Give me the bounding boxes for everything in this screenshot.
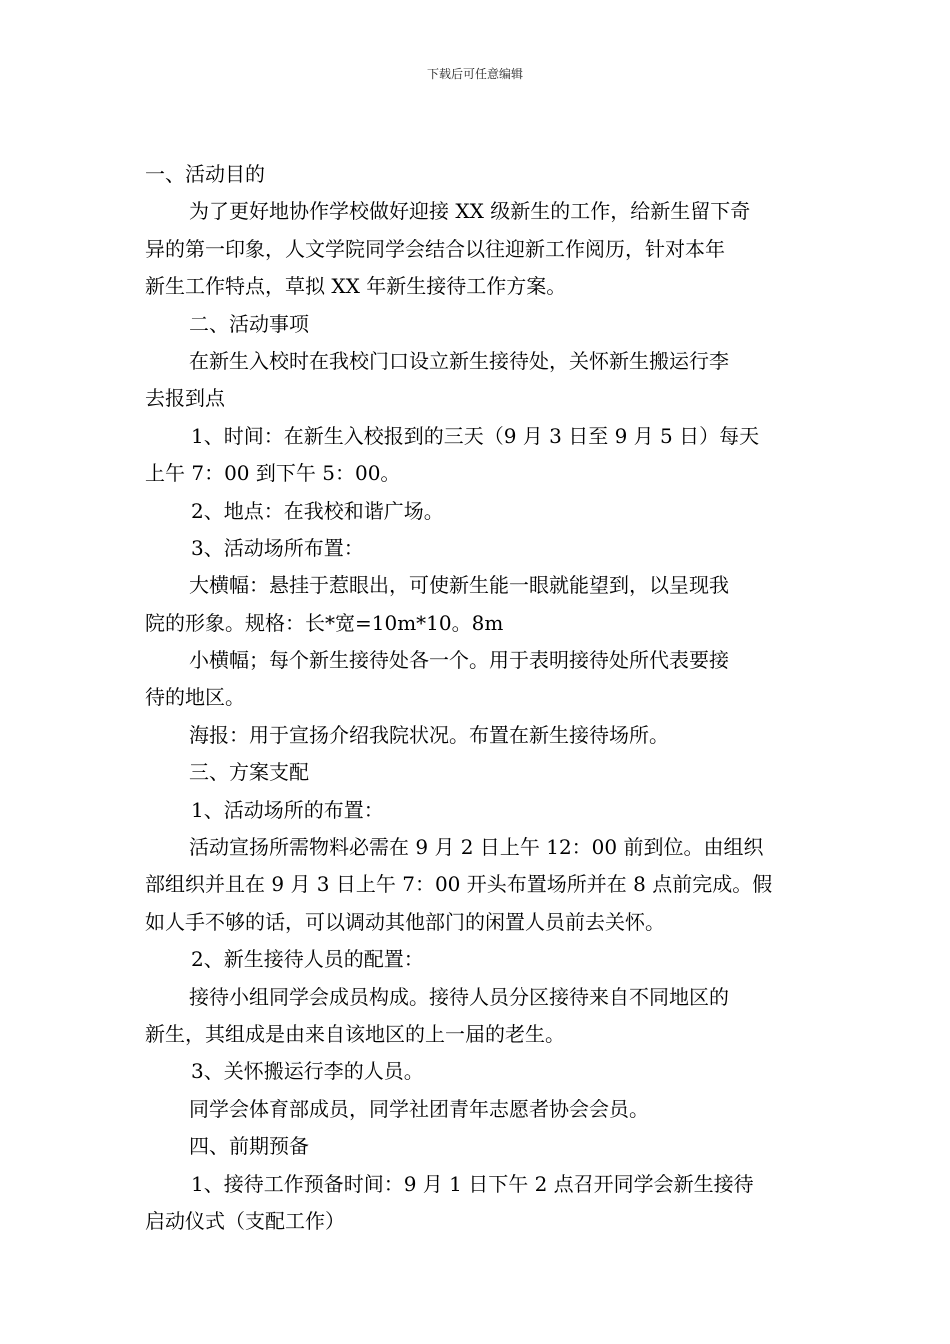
list-item-line: 3、活动场所布置： — [191, 535, 364, 560]
paragraph-line: 待的地区。 — [145, 685, 245, 710]
section-heading: 一、活动目的 — [145, 162, 265, 186]
paragraph-line: 新生工作特点，草拟 XX 年新生接待工作方案。 — [145, 274, 567, 299]
list-item-line: 1、时间：在新生入校报到的三天（9 月 3 日至 9 月 5 日）每天 — [191, 423, 760, 448]
paragraph-line: 去报到点 — [145, 386, 225, 411]
paragraph-line: 部组织并且在 9 月 3 日上午 7：00 开头布置场所并在 8 点前完成。假 — [145, 872, 773, 897]
paragraph-line: 海报：用于宣扬介绍我院状况。布置在新生接待场所。 — [189, 722, 669, 747]
paragraph-line: 如人手不够的话，可以调动其他部门的闲置人员前去关怀。 — [145, 909, 665, 934]
list-item-line: 2、新生接待人员的配置： — [191, 947, 424, 972]
paragraph-line: 活动宣扬所需物料必需在 9 月 2 日上午 12：00 前到位。由组织 — [189, 835, 764, 860]
paragraph-line: 接待小组同学会成员构成。接待人员分区接待来自不同地区的 — [189, 984, 729, 1009]
paragraph-line: 异的第一印象，人文学院同学会结合以往迎新工作阅历，针对本年 — [145, 236, 725, 261]
paragraph-line: 同学会体育部成员，同学社团青年志愿者协会会员。 — [189, 1096, 649, 1121]
document-body — [145, 156, 815, 1240]
section-heading: 三、方案支配 — [189, 760, 309, 785]
paragraph-line: 上午 7：00 到下午 5：00。 — [145, 461, 401, 486]
list-item-line: 1、接待工作预备时间：9 月 1 日下午 2 点召开同学会新生接待 — [191, 1171, 754, 1196]
paragraph-line: 新生，其组成是由来自该地区的上一届的老生。 — [145, 1021, 565, 1046]
page-header: 下载后可任意编辑 — [426, 67, 523, 81]
paragraph-line: 在新生入校时在我校门口设立新生接待处，关怀新生搬运行李 — [189, 348, 729, 373]
list-item-line: 2、地点：在我校和谐广场。 — [191, 498, 444, 523]
paragraph-line: 院的形象。规格：长*宽=10m*10。8m — [145, 610, 504, 635]
section-heading: 四、前期预备 — [189, 1134, 309, 1159]
list-item-line: 1、活动场所的布置： — [191, 797, 384, 822]
list-item-line: 3、关怀搬运行李的人员。 — [191, 1059, 424, 1084]
paragraph-line: 启动仪式（支配工作） — [145, 1208, 345, 1233]
paragraph-line: 大横幅：悬挂于惹眼出，可使新生能一眼就能望到，以呈现我 — [189, 573, 729, 598]
paragraph-line: 小横幅；每个新生接待处各一个。用于表明接待处所代表要接 — [189, 648, 729, 673]
paragraph-line: 为了更好地协作学校做好迎接 XX 级新生的工作，给新生留下奇 — [189, 199, 751, 224]
section-heading: 二、活动事项 — [189, 311, 309, 336]
